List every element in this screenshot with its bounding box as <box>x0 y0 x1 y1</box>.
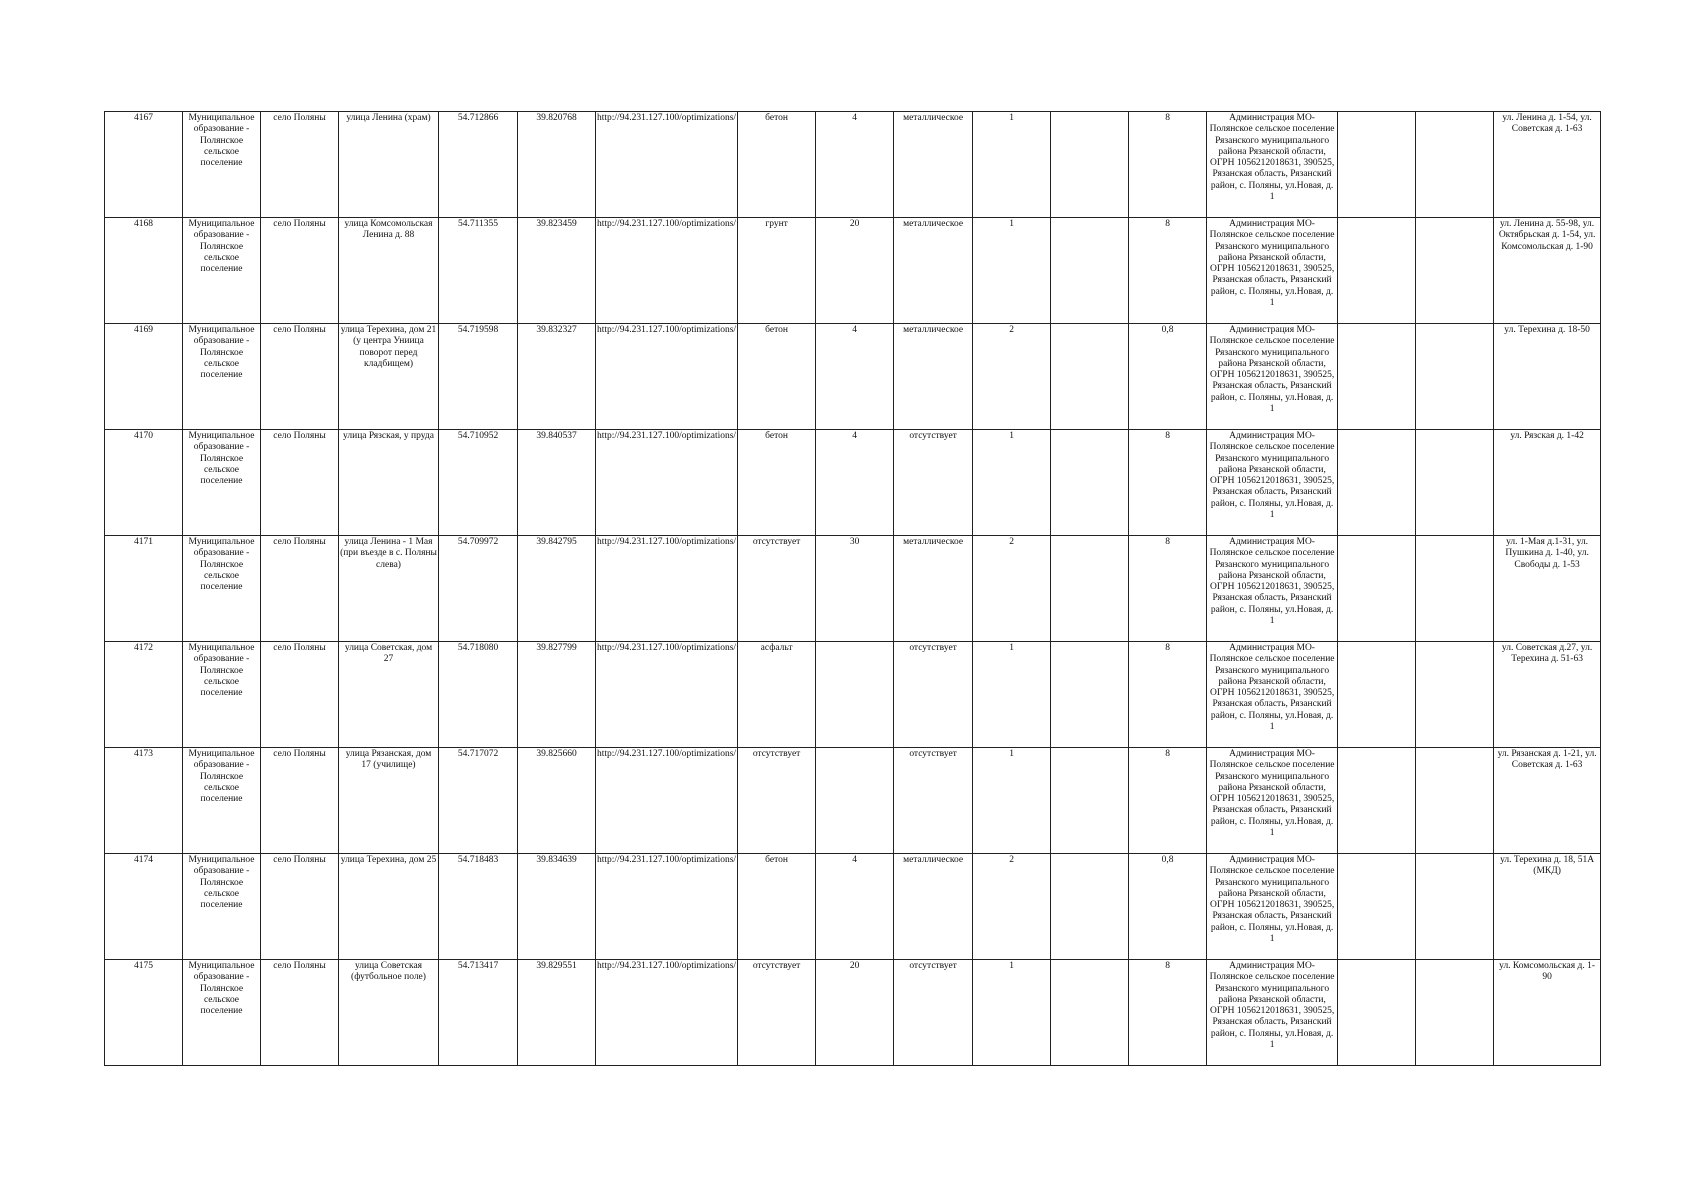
cell-volume: 8 <box>1129 748 1207 854</box>
cell-id: 4170 <box>105 430 183 536</box>
cell-sources: ул. Ленина д. 1-54, ул. Советская д. 1-63 <box>1494 112 1601 218</box>
cell-link: http://94.231.127.100/optimizations/ <box>596 430 738 536</box>
table-row <box>105 112 1601 218</box>
cell-settlement: село Поляны <box>261 960 339 1066</box>
cell-location: улица Рязанская, дом 17 (училище) <box>339 748 439 854</box>
cell-surface: грунт <box>738 218 816 324</box>
cell-fence: металлическое <box>894 324 973 430</box>
cell-fence: металлическое <box>894 218 973 324</box>
cell-volume: 8 <box>1129 112 1207 218</box>
cell-area: 30 <box>816 536 894 642</box>
document-page <box>104 111 1601 1066</box>
cell-municipality: Муниципальное образование - Полянское сельское поселение <box>183 854 261 960</box>
cell-volume: 8 <box>1129 430 1207 536</box>
cell-id: 4172 <box>105 642 183 748</box>
cell-longitude: 39.832327 <box>518 324 596 430</box>
table-row <box>105 748 1601 854</box>
cell-owner: Администрация МО-Полянское сельское поселение Рязанского муниципального района Рязанской области, ОГРН 1056212018631, 390525, Рязанская область, Рязанский район, с. Поляны, ул.Новая, д. 1 <box>1207 960 1338 1066</box>
cell-id: 4167 <box>105 112 183 218</box>
cell-longitude: 39.834639 <box>518 854 596 960</box>
cell-longitude: 39.842795 <box>518 536 596 642</box>
cell-municipality: Муниципальное образование - Полянское сельское поселение <box>183 112 261 218</box>
cell-municipality: Муниципальное образование - Полянское сельское поселение <box>183 960 261 1066</box>
table-row <box>105 218 1601 324</box>
cell-link: http://94.231.127.100/optimizations/ <box>596 748 738 854</box>
cell-owner: Администрация МО-Полянское сельское поселение Рязанского муниципального района Рязанской области, ОГРН 1056212018631, 390525, Рязанская область, Рязанский район, с. Поляны, ул.Новая, д. 1 <box>1207 642 1338 748</box>
cell-id: 4173 <box>105 748 183 854</box>
cell-location: улица Терехина, дом 21 (у центра Униица поворот перед кладбищем) <box>339 324 439 430</box>
cell-settlement: село Поляны <box>261 430 339 536</box>
cell-sources: ул. Рязская д. 1-42 <box>1494 430 1601 536</box>
cell-sources: ул. Ленина д. 55-98, ул. Октябрьская д. 1-54, ул. Комсомольская д. 1-90 <box>1494 218 1601 324</box>
cell-container-count: 1 <box>973 218 1051 324</box>
cell-settlement: село Поляны <box>261 536 339 642</box>
cell-settlement: село Поляны <box>261 218 339 324</box>
table-row <box>105 642 1601 748</box>
cell-latitude: 54.711355 <box>439 218 518 324</box>
cell-location: улица Терехина, дом 25 <box>339 854 439 960</box>
cell-id: 4168 <box>105 218 183 324</box>
cell-surface: бетон <box>738 324 816 430</box>
cell-surface: отсутствует <box>738 536 816 642</box>
cell-empty-12 <box>1051 642 1129 748</box>
cell-empty-16 <box>1416 748 1494 854</box>
cell-sources: ул. Советская д.27, ул. Терехина д. 51-63 <box>1494 642 1601 748</box>
cell-sources: ул. Терехина д. 18-50 <box>1494 324 1601 430</box>
cell-settlement: село Поляны <box>261 854 339 960</box>
cell-owner: Администрация МО-Полянское сельское поселение Рязанского муниципального района Рязанской области, ОГРН 1056212018631, 390525, Рязанская область, Рязанский район, с. Поляны, ул.Новая, д. 1 <box>1207 324 1338 430</box>
table-row <box>105 960 1601 1066</box>
cell-empty-16 <box>1416 112 1494 218</box>
cell-link: http://94.231.127.100/optimizations/ <box>596 536 738 642</box>
cell-settlement: село Поляны <box>261 642 339 748</box>
cell-owner: Администрация МО-Полянское сельское поселение Рязанского муниципального района Рязанской области, ОГРН 1056212018631, 390525, Рязанская область, Рязанский район, с. Поляны, ул.Новая, д. 1 <box>1207 112 1338 218</box>
cell-empty-16 <box>1416 536 1494 642</box>
cell-empty-15 <box>1338 112 1416 218</box>
cell-container-count: 2 <box>973 854 1051 960</box>
cell-container-count: 1 <box>973 642 1051 748</box>
cell-empty-16 <box>1416 960 1494 1066</box>
cell-empty-15 <box>1338 642 1416 748</box>
cell-sources: ул. 1-Мая д.1-31, ул. Пушкина д. 1-40, ул. Свободы д. 1-53 <box>1494 536 1601 642</box>
cell-empty-12 <box>1051 112 1129 218</box>
cell-id: 4169 <box>105 324 183 430</box>
cell-surface: бетон <box>738 112 816 218</box>
cell-municipality: Муниципальное образование - Полянское сельское поселение <box>183 218 261 324</box>
cell-empty-16 <box>1416 430 1494 536</box>
cell-area: 20 <box>816 218 894 324</box>
cell-area: 4 <box>816 324 894 430</box>
cell-latitude: 54.712866 <box>439 112 518 218</box>
cell-container-count: 1 <box>973 960 1051 1066</box>
table-row <box>105 536 1601 642</box>
cell-volume: 8 <box>1129 536 1207 642</box>
cell-empty-12 <box>1051 324 1129 430</box>
cell-settlement: село Поляны <box>261 112 339 218</box>
cell-municipality: Муниципальное образование - Полянское сельское поселение <box>183 430 261 536</box>
cell-surface: отсутствует <box>738 960 816 1066</box>
cell-owner: Администрация МО-Полянское сельское поселение Рязанского муниципального района Рязанской области, ОГРН 1056212018631, 390525, Рязанская область, Рязанский район, с. Поляны, ул.Новая, д. 1 <box>1207 854 1338 960</box>
cell-empty-15 <box>1338 748 1416 854</box>
cell-container-count: 2 <box>973 324 1051 430</box>
cell-empty-12 <box>1051 748 1129 854</box>
cell-container-count: 1 <box>973 430 1051 536</box>
cell-surface: асфальт <box>738 642 816 748</box>
cell-fence: отсутствует <box>894 748 973 854</box>
cell-link: http://94.231.127.100/optimizations/ <box>596 854 738 960</box>
cell-empty-16 <box>1416 218 1494 324</box>
cell-empty-15 <box>1338 430 1416 536</box>
cell-sources: ул. Терехина д. 18, 51А (МКД) <box>1494 854 1601 960</box>
cell-empty-15 <box>1338 960 1416 1066</box>
cell-surface: бетон <box>738 854 816 960</box>
cell-area: 4 <box>816 854 894 960</box>
cell-fence: отсутствует <box>894 642 973 748</box>
cell-longitude: 39.820768 <box>518 112 596 218</box>
cell-location: улица Комсомольская Ленина д. 88 <box>339 218 439 324</box>
cell-area: 20 <box>816 960 894 1066</box>
cell-latitude: 54.717072 <box>439 748 518 854</box>
cell-fence: отсутствует <box>894 430 973 536</box>
cell-id: 4171 <box>105 536 183 642</box>
cell-location: улица Советская, дом 27 <box>339 642 439 748</box>
cell-link: http://94.231.127.100/optimizations/ <box>596 112 738 218</box>
cell-municipality: Муниципальное образование - Полянское сельское поселение <box>183 324 261 430</box>
cell-empty-15 <box>1338 854 1416 960</box>
cell-latitude: 54.713417 <box>439 960 518 1066</box>
cell-volume: 0,8 <box>1129 854 1207 960</box>
cell-id: 4175 <box>105 960 183 1066</box>
cell-volume: 8 <box>1129 642 1207 748</box>
cell-latitude: 54.718080 <box>439 642 518 748</box>
cell-area: 4 <box>816 430 894 536</box>
cell-empty-12 <box>1051 854 1129 960</box>
cell-container-count: 1 <box>973 112 1051 218</box>
cell-volume: 8 <box>1129 960 1207 1066</box>
cell-link: http://94.231.127.100/optimizations/ <box>596 960 738 1066</box>
cell-latitude: 54.719598 <box>439 324 518 430</box>
cell-container-count: 2 <box>973 536 1051 642</box>
cell-link: http://94.231.127.100/optimizations/ <box>596 642 738 748</box>
cell-owner: Администрация МО-Полянское сельское поселение Рязанского муниципального района Рязанской области, ОГРН 1056212018631, 390525, Рязанская область, Рязанский район, с. Поляны, ул.Новая, д. 1 <box>1207 536 1338 642</box>
cell-empty-16 <box>1416 854 1494 960</box>
cell-latitude: 54.718483 <box>439 854 518 960</box>
cell-surface: бетон <box>738 430 816 536</box>
cell-longitude: 39.827799 <box>518 642 596 748</box>
cell-settlement: село Поляны <box>261 324 339 430</box>
cell-volume: 0,8 <box>1129 324 1207 430</box>
cell-owner: Администрация МО-Полянское сельское поселение Рязанского муниципального района Рязанской области, ОГРН 1056212018631, 390525, Рязанская область, Рязанский район, с. Поляны, ул.Новая, д. 1 <box>1207 430 1338 536</box>
cell-empty-12 <box>1051 536 1129 642</box>
cell-longitude: 39.829551 <box>518 960 596 1066</box>
table-row <box>105 854 1601 960</box>
table-row <box>105 324 1601 430</box>
cell-container-count: 1 <box>973 748 1051 854</box>
cell-latitude: 54.710952 <box>439 430 518 536</box>
cell-municipality: Муниципальное образование - Полянское сельское поселение <box>183 642 261 748</box>
cell-settlement: село Поляны <box>261 748 339 854</box>
cell-municipality: Муниципальное образование - Полянское сельское поселение <box>183 536 261 642</box>
cell-fence: металлическое <box>894 112 973 218</box>
cell-longitude: 39.825660 <box>518 748 596 854</box>
registry-body <box>105 112 1601 1066</box>
cell-longitude: 39.823459 <box>518 218 596 324</box>
cell-sources: ул. Рязанская д. 1-21, ул. Советская д. 1-63 <box>1494 748 1601 854</box>
cell-area <box>816 642 894 748</box>
cell-empty-12 <box>1051 430 1129 536</box>
cell-sources: ул. Комсомольская д. 1-90 <box>1494 960 1601 1066</box>
cell-surface: отсутствует <box>738 748 816 854</box>
cell-longitude: 39.840537 <box>518 430 596 536</box>
cell-empty-12 <box>1051 218 1129 324</box>
cell-owner: Администрация МО-Полянское сельское поселение Рязанского муниципального района Рязанской области, ОГРН 1056212018631, 390525, Рязанская область, Рязанский район, с. Поляны, ул.Новая, д. 1 <box>1207 218 1338 324</box>
cell-empty-16 <box>1416 324 1494 430</box>
cell-location: улица Ленина (храм) <box>339 112 439 218</box>
cell-volume: 8 <box>1129 218 1207 324</box>
cell-location: улица Ленина - 1 Мая (при въезде в с. Поляны слева) <box>339 536 439 642</box>
cell-fence: отсутствует <box>894 960 973 1066</box>
cell-id: 4174 <box>105 854 183 960</box>
cell-fence: металлическое <box>894 536 973 642</box>
cell-location: улица Советская (футбольное поле) <box>339 960 439 1066</box>
cell-area <box>816 748 894 854</box>
cell-empty-15 <box>1338 218 1416 324</box>
cell-link: http://94.231.127.100/optimizations/ <box>596 324 738 430</box>
cell-area: 4 <box>816 112 894 218</box>
cell-location: улица Рязская, у пруда <box>339 430 439 536</box>
cell-municipality: Муниципальное образование - Полянское сельское поселение <box>183 748 261 854</box>
cell-empty-15 <box>1338 536 1416 642</box>
table-row <box>105 430 1601 536</box>
registry-table <box>104 111 1601 1066</box>
cell-empty-15 <box>1338 324 1416 430</box>
cell-owner: Администрация МО-Полянское сельское поселение Рязанского муниципального района Рязанской области, ОГРН 1056212018631, 390525, Рязанская область, Рязанский район, с. Поляны, ул.Новая, д. 1 <box>1207 748 1338 854</box>
cell-link: http://94.231.127.100/optimizations/ <box>596 218 738 324</box>
cell-empty-12 <box>1051 960 1129 1066</box>
cell-fence: металлическое <box>894 854 973 960</box>
cell-latitude: 54.709972 <box>439 536 518 642</box>
cell-empty-16 <box>1416 642 1494 748</box>
